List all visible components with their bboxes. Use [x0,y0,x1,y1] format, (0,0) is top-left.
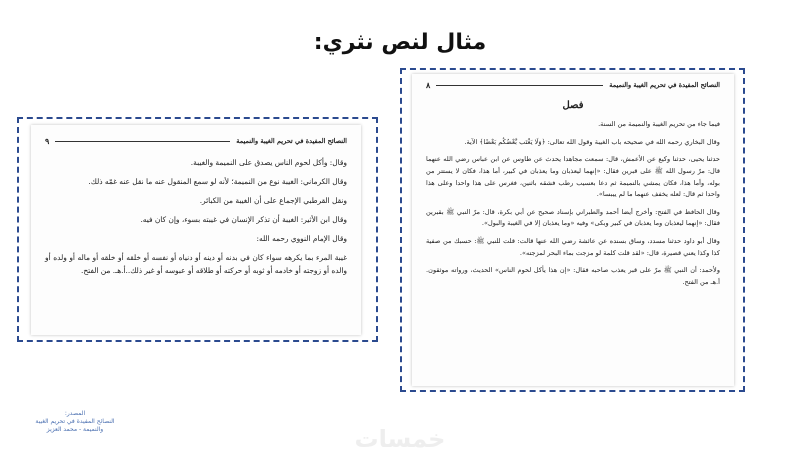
source-label: المصدر: [64,410,86,417]
watermark-logo: خمسات [354,425,446,453]
left-book-page [31,125,361,335]
right-paragraph: فيما جاء من تحريم الغيبة والنميمة من السنة. [598,120,720,129]
chapter-heading: فصل [562,99,584,111]
left-paragraph: وقال: وأكل لحوم الناس يصدق على النميمة والغيبة. [190,158,347,167]
left-paragraph: وقال ابن الأثير: الغيبة أن تذكر الإنسان في غيبته بسوء، وإن كان فيه. [140,215,347,224]
right-page-number: ٨ [426,80,431,90]
right-header-rule [436,85,603,86]
left-header-title: النصائح المفيدة في تحريم الغيبة والنميمة [236,137,347,145]
right-paragraph: ولأحمد: أن النبي ﷺ مرّ على قبر يعذب صاحبه فقال: «إن هذا يأكل لحوم الناس» الحديث، ورواته موثقون. أ.هـ من الفتح. [426,266,720,286]
left-page-number: ٩ [45,136,50,146]
source-citation [30,410,120,434]
right-paragraph: وقال أبو داود حدثنا مسدد، وساق بسنده عن عائشة رضي الله عنها قالت: قلت للنبي ﷺ: حسبك من صفية كذا وكذا يعني قصيرة، قال: «لقد قلت كلمة لو مزجت بماء البحر لمزجته». [426,236,720,257]
right-header-title: النصائح المفيدة في تحريم الغيبة والنميمة [609,81,720,89]
left-paragraph: ونقل القرطبي الإجماع على أن الغيبة من الكبائر. [199,196,347,205]
left-page-header [45,135,347,148]
left-paragraph: غيبة المرء بما يكرهه سواء كان في بدنه أو دينه أو دنياه أو نفسه أو خلقه أو خلقه أو ماله أو ولده أو والده أو زوجته أو خادمه أو ثوبه أو حركته أو طلاقه أو عبوسه أو غير ذلك..أ.هـ. من الفتح. [45,253,347,275]
right-paragraph: حدثنا يحيى، حدثنا وكيع عن الأعمش، قال: سمعت مجاهدا يحدث عن طاوس عن ابن عباس رضي الله عنهما قال: مرّ رسول الله ﷺ على قبرين فقال: «إنهما ليعذبان وما يعذبان في كبير، أما هذا، فكان لا يستتر من بوله، وأما هذا، فكان يمشي بالنميمة ثم دعا بعسيب رطب فشقه باثنين، فغرس على هذا واحدا وعلى هذا واحدا ثم قال: لعله يخفف عنهما ما لم ييبسا». [426,155,720,199]
right-page-header [426,80,720,92]
source-author: والنميمة - محمد العزيز [46,426,104,433]
left-header-rule [55,141,230,142]
left-paragraph: وقال الكرماني: الغيبة نوع من النميمة؛ لأنه لو سمع المنقول عنه ما نقل عنه غمّه ذلك. [88,177,347,186]
right-book-page [412,74,734,386]
right-paragraph: وقال الحافظ في الفتح: وأخرج أيضا أحمد والطبراني بإسناد صحيح عن أبي بكرة، قال: مرّ النبي ﷺ بقبرين فقال: «إنهما ليعذبان وما يعذبان في كبير وبكى» وفيه «وما يعذبان إلا في الغيبة والبول». [426,207,720,228]
source-book: النصائح المفيدة في تحريم الغيبة [35,418,115,425]
left-page-frame [17,117,378,342]
right-paragraph: وقال البخاري رحمه الله في صحيحه باب الغيبة وقول الله تعالى: ﴿وَلَا يَغْتَب بَّعْضُكُم بَعْضًا﴾ الآية. [464,137,720,146]
right-page-frame [400,68,745,392]
left-paragraph: وقال الإمام النووي رحمه الله: [256,234,347,243]
slide-title: مثال لنص نثري: [313,30,487,55]
